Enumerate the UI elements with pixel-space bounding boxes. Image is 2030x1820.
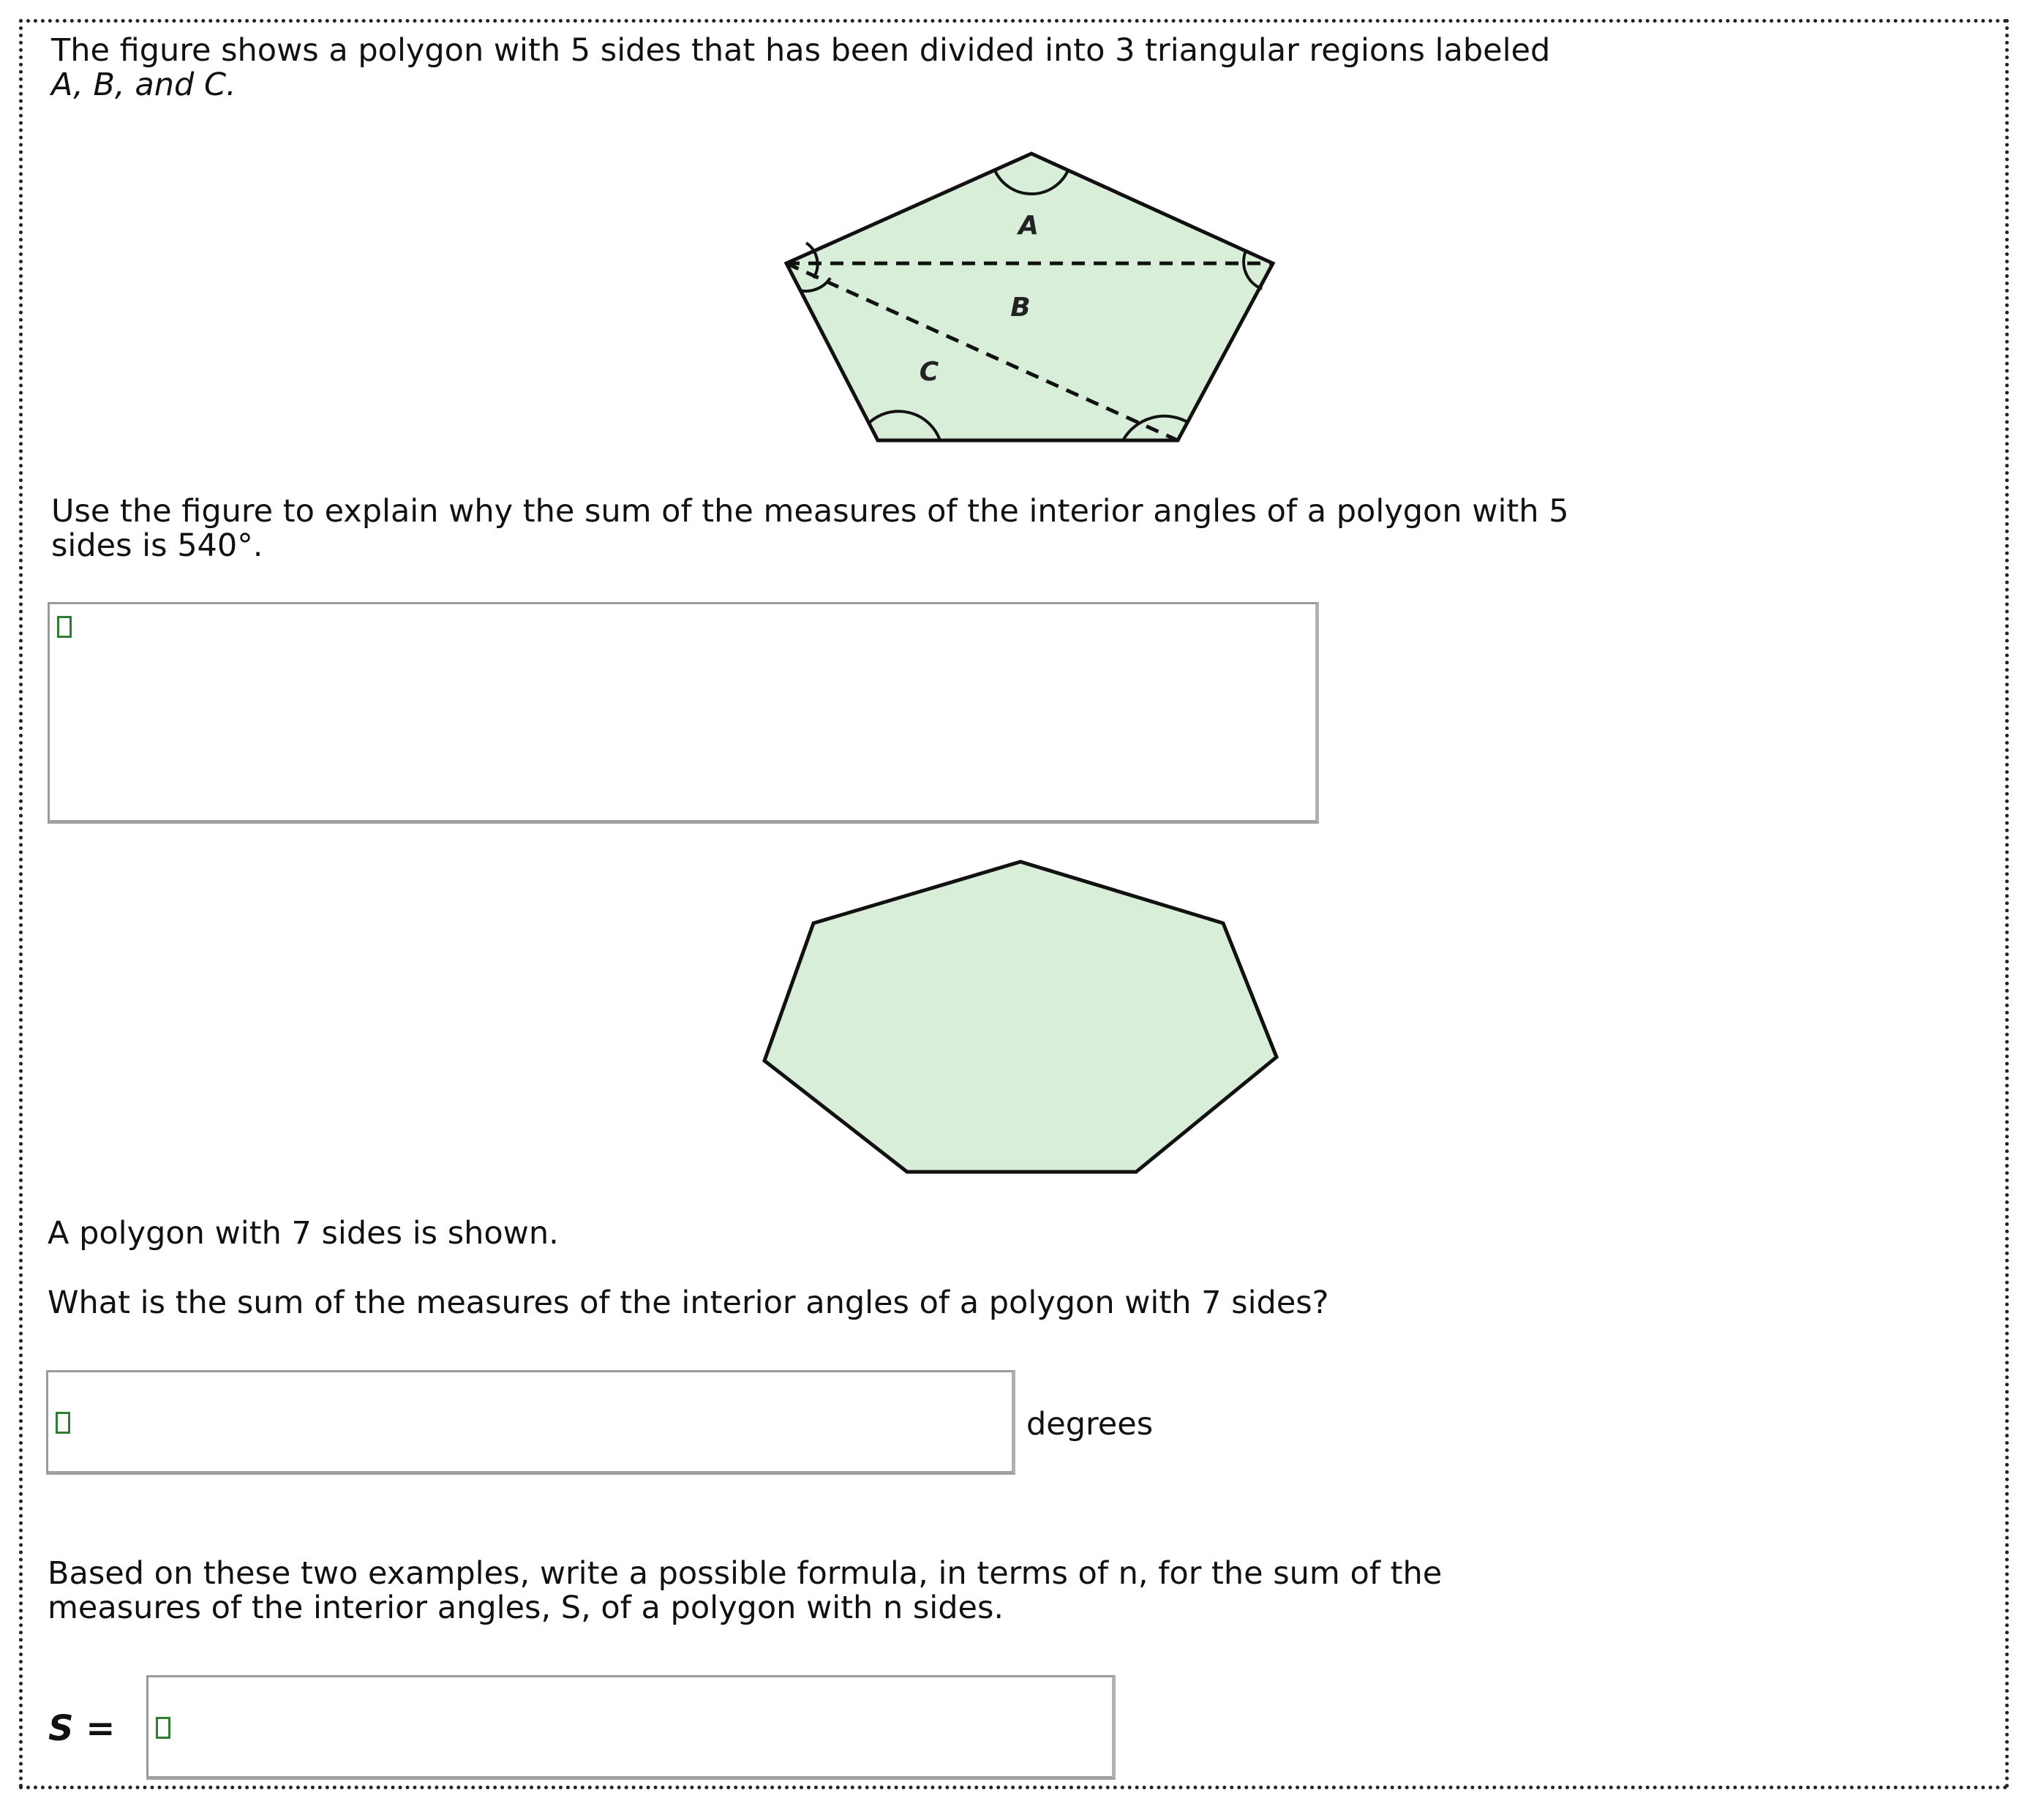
formula-lhs: S = bbox=[48, 1708, 116, 1749]
text-cursor bbox=[56, 1412, 70, 1434]
sum-degrees-input[interactable] bbox=[46, 1370, 1015, 1475]
region-label-b: B bbox=[1010, 293, 1031, 323]
part2-statement: A polygon with 7 sides is shown. bbox=[48, 1215, 559, 1252]
intro-line-2: A, B, and C. bbox=[51, 67, 236, 103]
formula-input[interactable] bbox=[146, 1675, 1116, 1780]
region-label-a: A bbox=[1018, 211, 1039, 241]
part3-prompt-line-1: Based on these two examples, write a possible formula, in terms of n, for the sum of the bbox=[48, 1555, 1443, 1592]
region-label-c: C bbox=[919, 357, 939, 387]
part1-prompt-line-2: sides is 540°. bbox=[51, 527, 263, 564]
text-cursor bbox=[156, 1717, 170, 1739]
part2-prompt: What is the sum of the measures of the interior angles of a polygon with 7 sides? bbox=[48, 1285, 1329, 1321]
part1-prompt-line-1: Use the figure to explain why the sum of the measures of the interior angles of a polygon with 5 bbox=[51, 493, 1569, 530]
heptagon-shape bbox=[764, 862, 1277, 1172]
text-cursor bbox=[57, 616, 72, 638]
explanation-textarea[interactable] bbox=[48, 602, 1319, 824]
part3-prompt-line-2: measures of the interior angles, S, of a polygon with n sides. bbox=[48, 1590, 1004, 1626]
degrees-unit-label: degrees bbox=[1026, 1406, 1154, 1443]
intro-line-1: The figure shows a polygon with 5 sides that has been divided into 3 triangular regions labeled bbox=[51, 32, 1551, 69]
